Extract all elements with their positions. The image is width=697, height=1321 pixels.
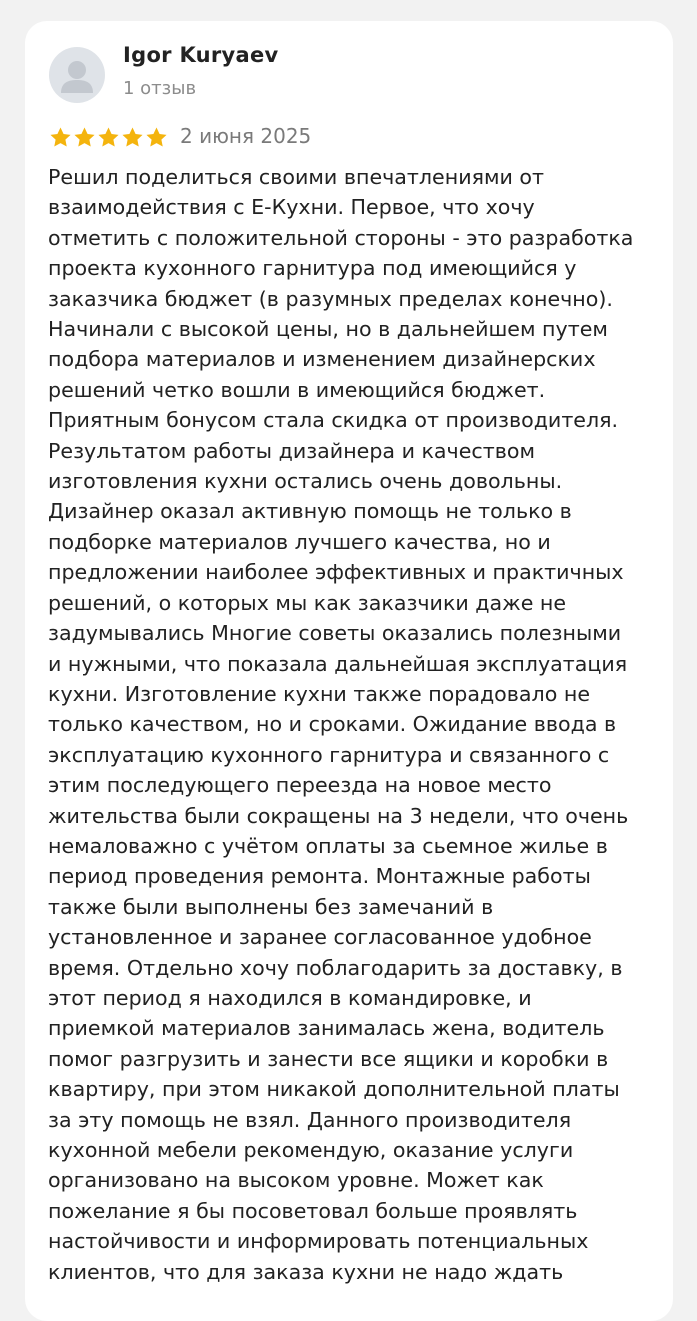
review-text-line: подборке материалов лучшего качества, но и xyxy=(48,529,551,554)
review-text-line: жительства были сокращены на 3 недели, что очень xyxy=(48,803,629,828)
review-text-line: этот период я находился в командировке, и xyxy=(48,985,532,1010)
review-text-line: предложении наиболее эффективных и практичных xyxy=(48,560,624,585)
review-text-line: кухонной мебели рекомендую, оказание услуги xyxy=(48,1138,574,1162)
review-text-line: квартиру, при этом никакой дополнительной платы xyxy=(48,1077,620,1102)
review-text-line: кухни. Изготовление кухни также порадовало не xyxy=(48,681,590,706)
review-text xyxy=(48,162,658,1287)
review-text-line: также были выполнены без замечаний в xyxy=(48,894,494,919)
review-text-line: настойчивости и информировать потенциальных xyxy=(48,1229,589,1254)
review-card xyxy=(25,21,673,1321)
review-text-line: клиентов, что для заказа кухни не надо ждать xyxy=(48,1259,564,1284)
review-text-line: Дизайнер оказал активную помощь не только в xyxy=(48,499,572,524)
review-text-line: Приятным бонусом стала скидка от производителя. xyxy=(48,408,619,433)
review-text-line: проекта кухонного гарнитура под имеющийся у xyxy=(48,256,577,281)
star-icon xyxy=(73,126,96,149)
avatar[interactable] xyxy=(49,47,105,103)
review-text-line: время. Отдельно хочу поблагодарить за доставку, в xyxy=(48,955,623,980)
user-silhouette-icon xyxy=(49,47,105,103)
review-text-line: решений четко вошли в имеющийся бюджет. xyxy=(48,377,546,402)
star-icon xyxy=(121,126,144,149)
author-reviews-count: 1 отзыв xyxy=(123,78,197,99)
review-text-line: немаловажно с учётом оплаты за сьемное жилье в xyxy=(48,833,608,858)
author-name[interactable]: Igor Kuryaev xyxy=(123,43,279,67)
rating-stars xyxy=(49,126,168,149)
review-text-line: организовано на высоком уровне. Может как xyxy=(48,1168,544,1193)
review-text-line: изготовления кухни остались очень довольны. xyxy=(48,469,563,494)
review-text-line: пожелание я бы посоветовал больше проявлять xyxy=(48,1198,578,1223)
review-text-line: взаимодействия с Е-Кухни. Первое, что хочу xyxy=(48,195,535,220)
review-text-line: подбора материалов и изменением дизайнерских xyxy=(48,347,596,372)
review-text-line: решений, о которых мы как заказчики даже не xyxy=(48,590,567,615)
star-icon xyxy=(97,126,120,149)
review-text-line: заказчика бюджет (в разумных пределах конечно). xyxy=(48,286,613,311)
star-icon xyxy=(49,126,72,149)
review-text-line: отметить с положительной стороны - это разработка xyxy=(48,225,634,250)
review-text-line: и нужными, что показала дальнейшая эксплуатация xyxy=(48,651,628,676)
review-text-line: только качеством, но и сроками. Ожидание ввода в xyxy=(48,712,617,737)
review-text-line: помог разгрузить и занести все ящики и коробки в xyxy=(48,1046,609,1071)
review-text-line: установленное и заранее согласованное удобное xyxy=(48,925,592,950)
review-text-line: за эту помощь не взял. Данного производителя xyxy=(48,1107,572,1132)
review-text-line: Начинали с высокой цены, но в дальнейшем путем xyxy=(48,317,608,342)
review-text-line: Решил поделиться своими впечатлениями от xyxy=(48,165,545,189)
review-text-line: задумывались Многие советы оказались полезными xyxy=(48,621,622,646)
review-text-line: приемкой материалов занималась жена, водитель xyxy=(48,1016,605,1041)
review-text-line: этим последующего переезда на новое место xyxy=(48,773,552,798)
star-icon xyxy=(145,126,168,149)
review-text-line: период проведения ремонта. Монтажные работы xyxy=(48,864,591,889)
review-date: 2 июня 2025 xyxy=(180,124,312,148)
review-text-line: Результатом работы дизайнера и качеством xyxy=(48,438,535,463)
review-text-line: эксплуатацию кухонного гарнитура и связанного с xyxy=(48,742,610,767)
